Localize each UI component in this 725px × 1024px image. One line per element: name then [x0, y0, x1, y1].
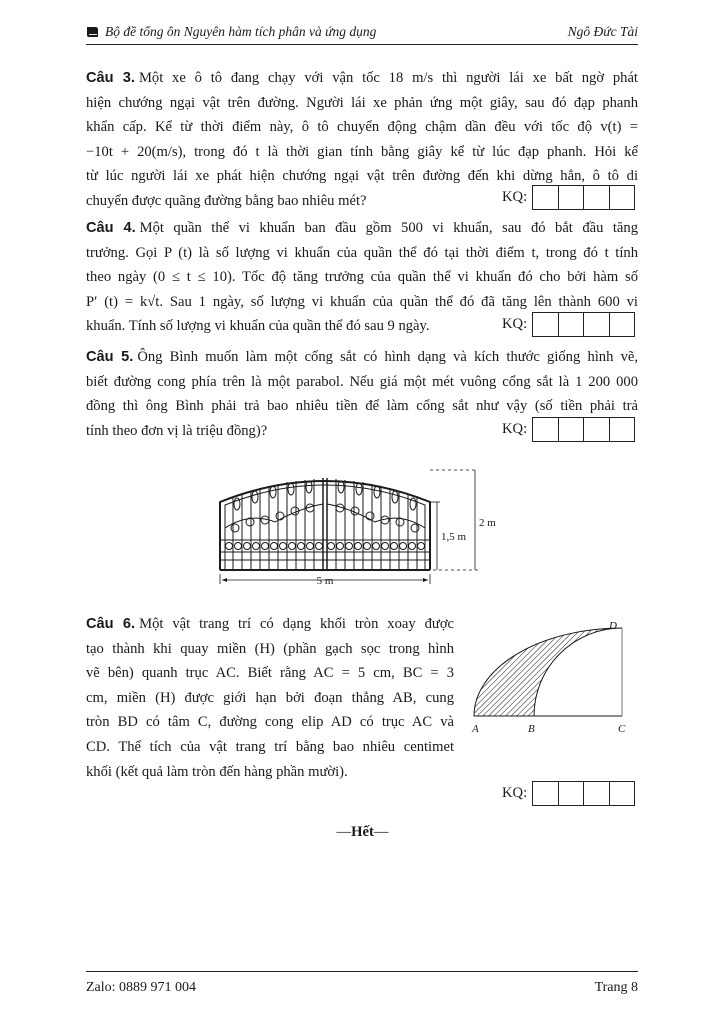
q3-line-2: hiện chướng ngại vật trên đường. Người lái xe phản ứng một giây, sau đó đạp phanh	[86, 94, 638, 111]
q3-line-3: khẩn cấp. Kể từ thời điểm này, ô tô chuyển động chậm dần đều với tốc độ v(t) =	[86, 119, 638, 136]
q6-line-6: CD. Thể tích của vật trang trí bằng bao nhiêu centimet	[86, 738, 454, 755]
point-a-label: A	[472, 723, 479, 735]
q5-line-4: tính theo đơn vị là triệu đồng)?	[86, 422, 268, 439]
footer-contact: Zalo: 0889 971 004	[86, 980, 197, 995]
gate-top-height-label: 2 m	[479, 517, 496, 529]
gate-width-label: 5 m	[316, 575, 334, 587]
answer-cell[interactable]	[610, 186, 635, 209]
answer-cell[interactable]	[559, 782, 585, 805]
gate-figure	[205, 462, 515, 592]
answer-cell[interactable]	[559, 418, 585, 441]
page-footer	[86, 971, 638, 1002]
answer-cells[interactable]	[532, 312, 635, 337]
page-header	[86, 22, 638, 45]
gate-side-height-label: 1,5 m	[441, 531, 467, 543]
question-6-label: Câu 6.	[86, 616, 136, 632]
answer-cell[interactable]	[533, 418, 559, 441]
q3-line-4: −10t + 20(m/s), trong đó t là thời gian tính bằng giây kể từ lúc đạp phanh. Hỏi kể	[86, 143, 638, 160]
point-b-label: B	[528, 723, 535, 735]
q4-line-3: theo ngày (0 ≤ t ≤ 10). Tốc độ tăng trưởng của quần thể vi khuẩn đó cho bởi hàm số	[86, 269, 638, 286]
q3-line-5: từ lúc người lái xe phát hiện chướng ngại vật trên đường đến khi dừng hẳn, ô tô di	[86, 168, 638, 185]
answer-cell[interactable]	[610, 418, 635, 441]
answer-cell[interactable]	[533, 186, 559, 209]
answer-cell[interactable]	[533, 782, 559, 805]
answer-box-q3[interactable]	[502, 185, 635, 210]
kq-label: KQ:	[502, 785, 528, 801]
q4-line-1: Một quần thể vi khuẩn ban đầu gồm 500 vi khuẩn, sau đó bắt đầu tăng	[139, 220, 639, 236]
question-4-label: Câu 4.	[86, 220, 136, 236]
answer-cell[interactable]	[559, 186, 585, 209]
answer-cell[interactable]	[584, 186, 610, 209]
question-6	[86, 612, 454, 784]
question-5-label: Câu 5.	[86, 349, 134, 365]
answer-cell[interactable]	[610, 782, 635, 805]
q6-line-3: vẽ bên) quanh trục AC. Biết rằng AC = 5 cm, BC = 3	[86, 665, 454, 682]
q5-line-2: biết đường cong phía trên là một parabol. Nếu giá một mét vuông cổng sắt là 1 200 000	[86, 373, 638, 390]
answer-cell[interactable]	[533, 313, 559, 336]
question-3-label: Câu 3.	[86, 70, 135, 86]
kq-label: KQ:	[502, 421, 528, 437]
answer-box-q6[interactable]	[502, 781, 635, 806]
q6-line-4: cm, miền (H) được giới hạn bởi đoạn thẳng AB, cung	[86, 689, 454, 706]
q6-line-1: Một vật trang trí có dạng khối tròn xoay được	[139, 616, 455, 632]
q6-line-5: tròn BD có tâm C, đường cong elip AD có trục AC và	[86, 714, 454, 731]
kq-label: KQ:	[502, 316, 528, 332]
header-title: Bộ đề tổng ôn Nguyên hàm tích phân và ứng dụng	[105, 24, 377, 39]
answer-cells[interactable]	[532, 417, 635, 442]
q6-line-7: khối (kết quả làm tròn đến hàng phần mười).	[86, 763, 348, 780]
answer-cell[interactable]	[610, 313, 635, 336]
end-dash-right: —	[373, 824, 389, 840]
answer-cell[interactable]	[584, 418, 610, 441]
end-dash-left: —	[336, 824, 352, 840]
q3-line-6: chuyển được quãng đường bằng bao nhiêu mét?	[86, 192, 367, 209]
kq-label: KQ:	[502, 189, 528, 205]
answer-cell[interactable]	[584, 313, 610, 336]
answer-cell[interactable]	[559, 313, 585, 336]
q5-line-3: đồng thì ông Bình phải trả bao nhiêu tiền để làm cổng sắt như vậy (số tiền phải trả	[86, 398, 638, 415]
q6-line-2: tạo thành khi quay miền (H) (phần gạch sọc trong hình	[86, 640, 454, 657]
q5-line-1: Ông Bình muốn làm một cổng sắt có hình dạng và kích thước giống hình vẽ,	[137, 349, 638, 365]
answer-cells[interactable]	[532, 781, 635, 806]
q4-line-4: P′ (t) = k√t. Sau 1 ngày, số lượng vi khuẩn của quần thể đó đã tăng lên thành 600 vi	[86, 293, 638, 310]
q4-line-2: trưởng. Gọi P (t) là số lượng vi khuẩn của quần thể đó tại thời điểm t, trong đó t tính	[86, 244, 638, 261]
answer-box-q5[interactable]	[502, 417, 635, 442]
end-marker	[0, 824, 725, 841]
point-c-label: C	[618, 723, 626, 735]
end-word: Hết	[351, 824, 374, 840]
header-author: Ngô Đức Tài	[567, 24, 638, 39]
header-left	[86, 24, 376, 40]
answer-cells[interactable]	[532, 185, 635, 210]
footer-page-number: Trang 8	[594, 980, 638, 995]
q3-line-1: Một xe ô tô đang chạy với vận tốc 18 m/s thì người lái xe bất ngờ phát	[138, 70, 638, 86]
answer-cell[interactable]	[584, 782, 610, 805]
answer-box-q4[interactable]	[502, 312, 635, 337]
q4-line-5: khuẩn. Tính số lượng vi khuẩn của quần thể đó sau 9 ngày.	[86, 318, 430, 335]
point-d-label: D	[609, 620, 617, 632]
book-icon	[86, 26, 99, 38]
region-figure	[462, 612, 642, 742]
